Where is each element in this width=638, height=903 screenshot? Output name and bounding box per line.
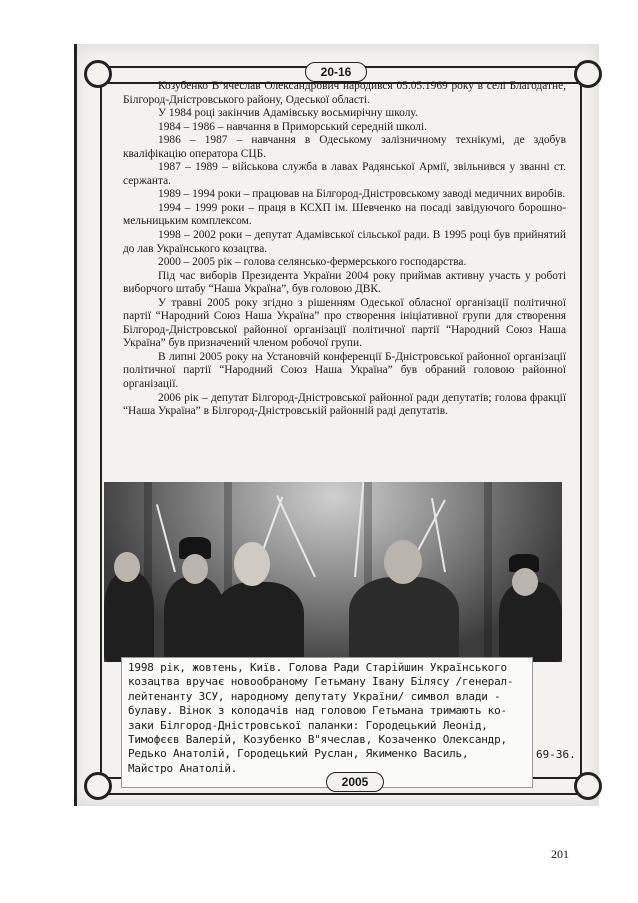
caption-line: Тимофєєв Валерій, Козубенко В"ячеслав, Козаченко Олександр, [128, 733, 507, 747]
caption-line: 1998 рік, жовтень, Київ. Голова Ради Старійшин Українського [128, 661, 507, 674]
saber-icon [354, 482, 364, 577]
header-badge: 20-16 [305, 62, 367, 82]
paragraph: 1998 – 2002 роки – депутат Адамівської сільської ради. В 1995 році був прийнятий до лав Українського козацтва. [123, 229, 566, 255]
paragraph: 1994 – 1999 роки – праця в КСХП ім. Шевченко на посаді завідуючого борошно-мельницьким комплексом. [123, 201, 566, 228]
photo-caption [121, 657, 533, 788]
hetman-head [384, 540, 422, 584]
caption-line: заки Білгород-Дністровської паланки: Городецький Леонід, [128, 718, 488, 732]
caption-line: козацтва вручає новообраному Гетьману Івану Білясу /генерал- [128, 675, 514, 689]
paragraph: 1984 – 1986 – навчання в Приморський середній школі. [158, 120, 427, 133]
paragraph: В липні 2005 року на Установчій конференції Б-Дністровської районної організації політичної партії “Народний Союз Наша Україна” був обраний головою районної організації. [123, 350, 566, 391]
curtain-fold [484, 482, 492, 662]
paragraph: 2006 рік – депутат Білгород-Дністровської районної ради депутатів; голова фракції “Наша Україна” в Білгород-Дністровській районній раді депутатів. [123, 391, 566, 418]
paragraph: 2000 – 2005 рік – голова селянсько-фермерського господарства. [158, 256, 467, 269]
person-figure [214, 582, 304, 662]
person-figure [104, 572, 154, 662]
saber-icon [276, 495, 316, 577]
paragraph: 1986 – 1987 – навчання в Одеському залізничному технікумі, де здобув кваліфікацію оператора СЦБ. [123, 134, 566, 160]
paragraph: У травні 2005 року згідно з рішенням Одеської обласної організації політичної партії “Народний Союз Наша Україна” про створення ініціативної групи для створення Білгород-Дністровської районної організації політичної партії “Народний Союз Наша Україна” був призначений членом робочої групи. [123, 296, 566, 350]
paragraph: У 1984 році закінчив Адамівську восьмирічну школу. [158, 107, 418, 120]
corner-ornament-icon [84, 772, 112, 800]
person-head [512, 568, 538, 596]
corner-ornament-icon [574, 60, 602, 88]
caption-line: Майстро Анатолій. [128, 761, 238, 775]
corner-ornament-icon [574, 772, 602, 800]
caption-line: булаву. Вінок з колодачів над головою Гетьмана тримають ко- [128, 704, 507, 718]
scan-edge [74, 44, 77, 806]
hetman-figure [349, 577, 459, 662]
ornamental-border-right [580, 78, 582, 778]
caption-line: лейтенанту ЗСУ, народному депутату України/ символ влади - [128, 689, 501, 703]
side-note: 69-36. [536, 748, 576, 761]
person-head [114, 552, 140, 582]
ornamental-border-left [100, 78, 102, 778]
saber-icon [156, 504, 176, 572]
corner-ornament-icon [84, 60, 112, 88]
paragraph: Під час виборів Президента України 2004 року приймав активну участь у роботі виборчого штабу “Наша Україна”, був головою ДВК. [123, 269, 566, 296]
paragraph: 1989 – 1994 роки – працював на Білгород-Дністровському заводі медичних виробів. [158, 188, 566, 201]
page-number: 201 [551, 847, 569, 861]
footer-badge: 2005 [326, 772, 384, 792]
ceremony-photo [104, 482, 562, 662]
paragraph: Козубенко В’ячеслав Олександрович народився 05.05.1969 року в селі Благодатне, Білгород-Дністровського району, Одеської області. [123, 80, 566, 106]
paragraph: 1987 – 1989 – військова служба в лавах Радянської Армії, звільнився у званні ст. сержанта. [123, 161, 566, 187]
person-head [234, 542, 270, 586]
person-head [182, 554, 208, 584]
caption-line: Редько Анатолій, Городецький Руслан, Якименко Василь, [128, 747, 469, 761]
biography-text [123, 80, 566, 419]
